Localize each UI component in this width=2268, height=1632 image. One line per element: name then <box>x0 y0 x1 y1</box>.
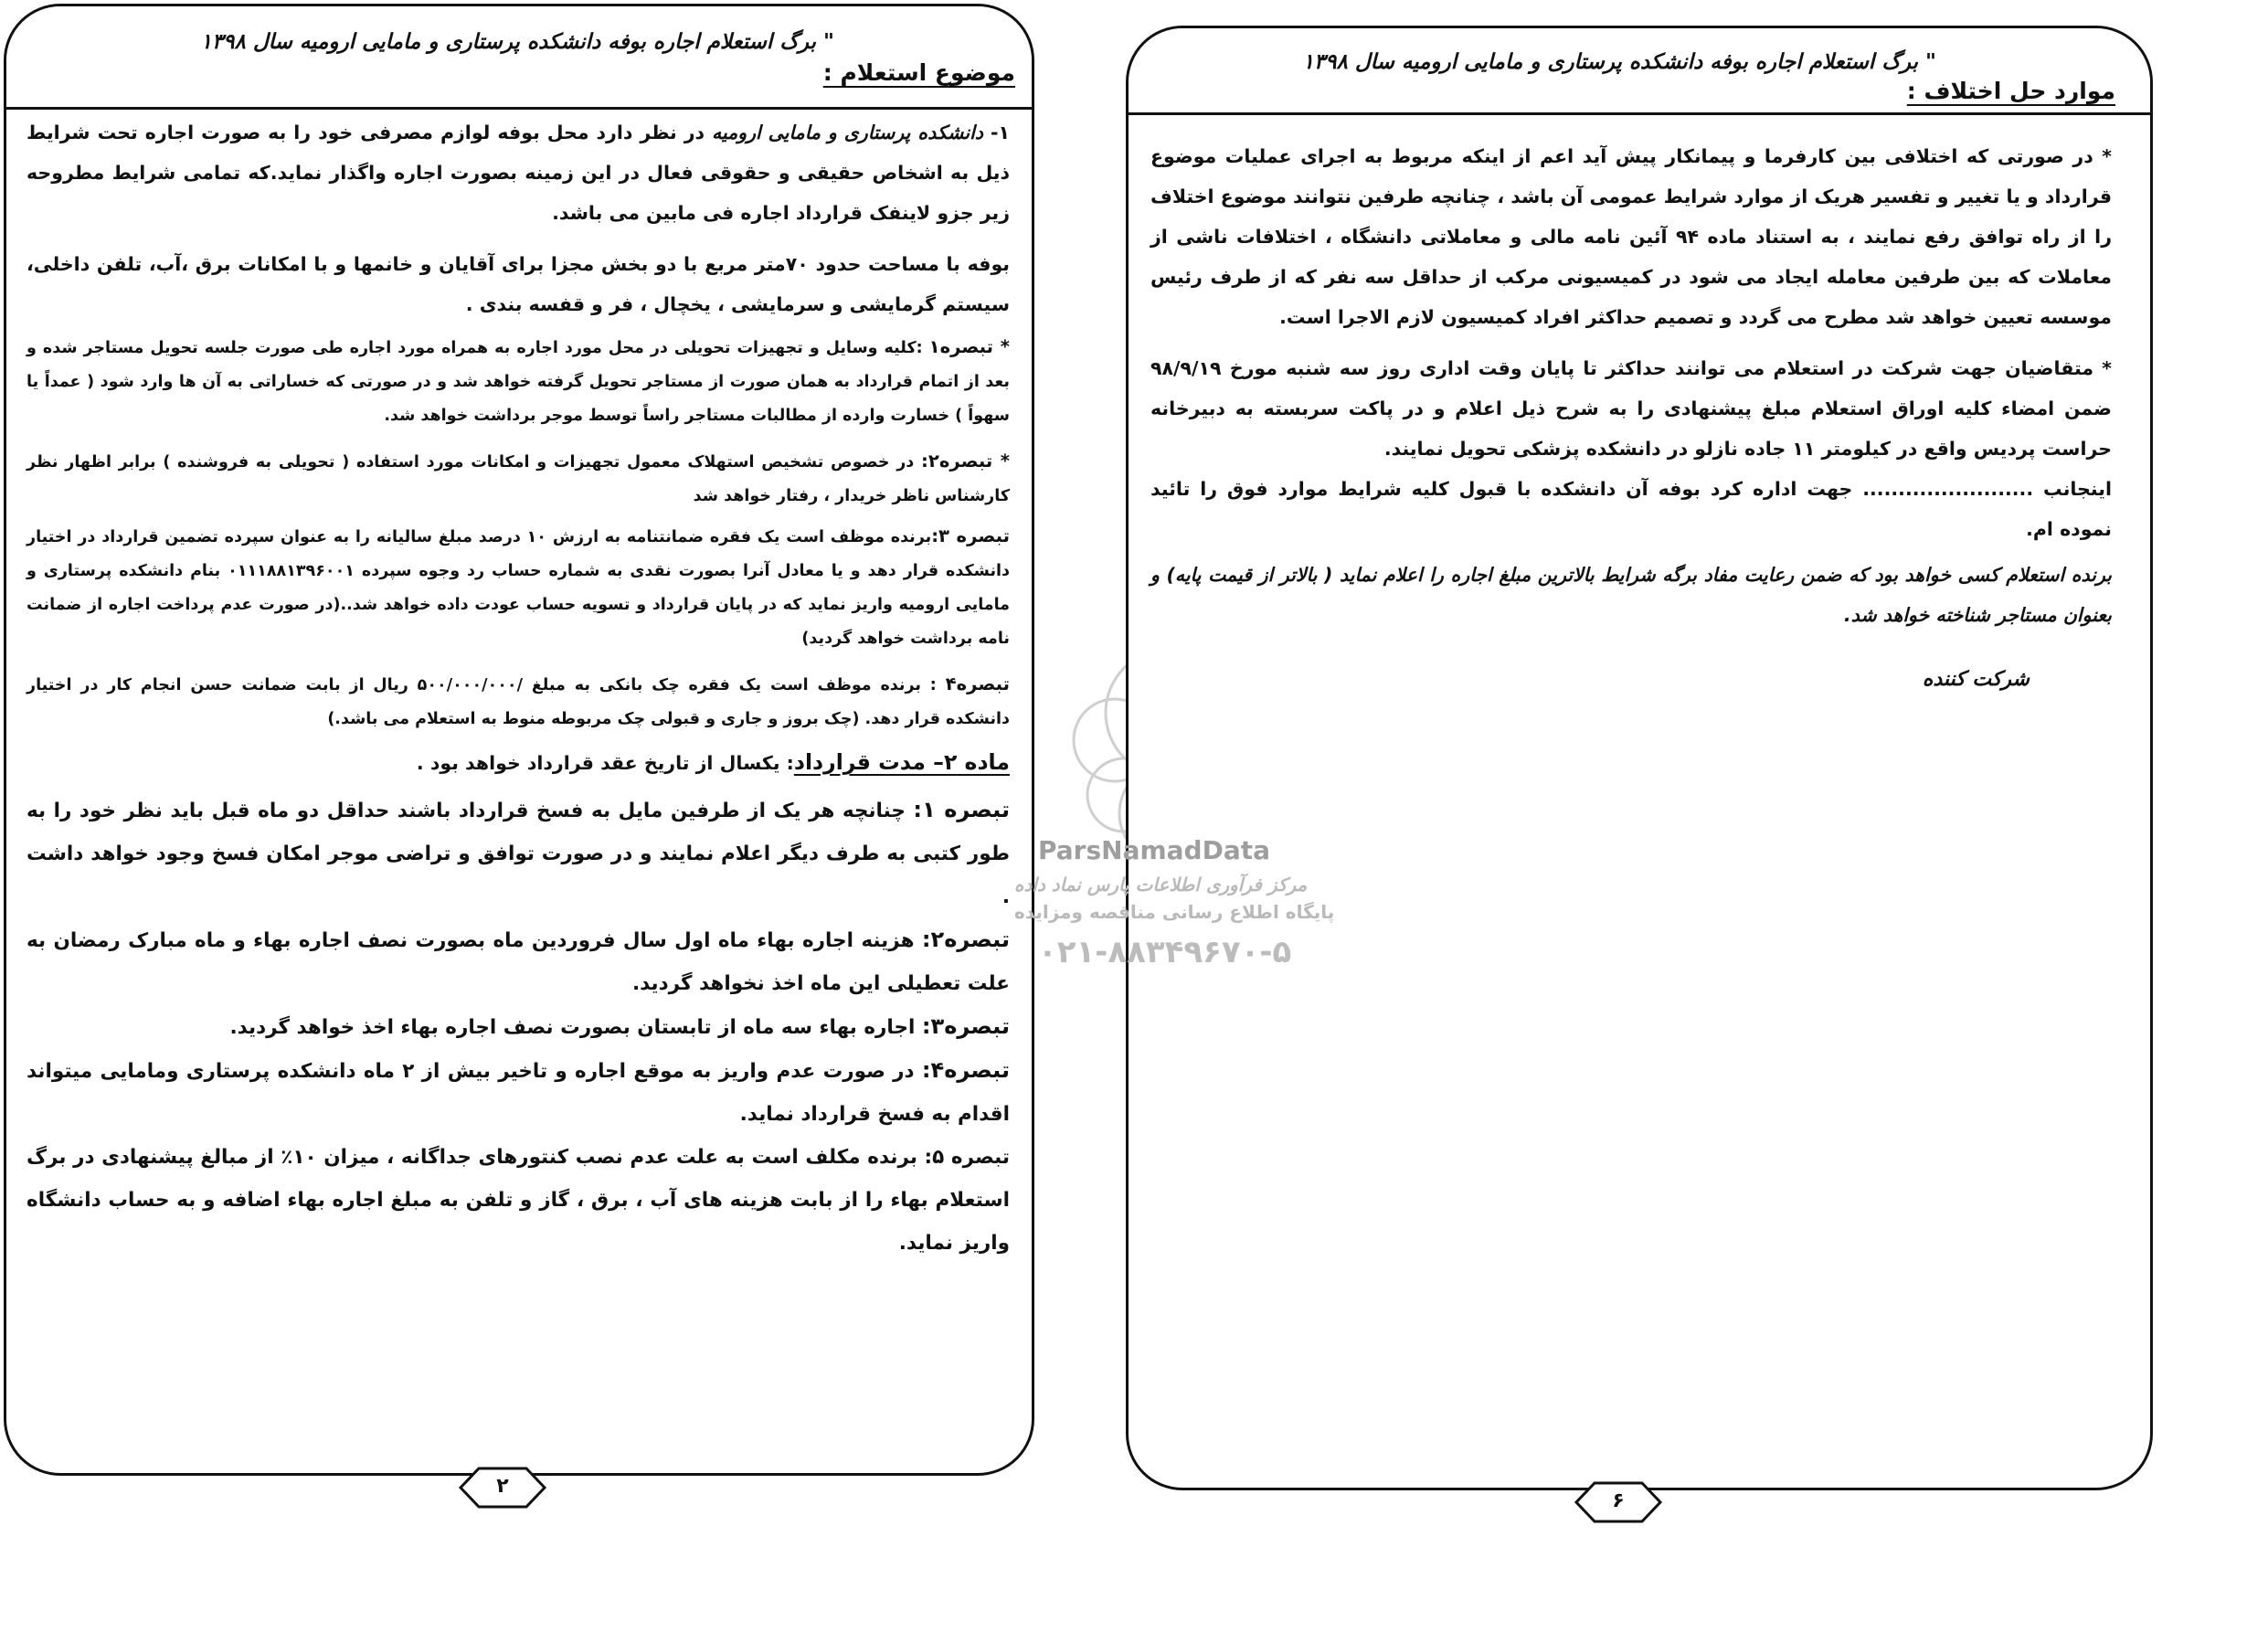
winner-rule: برنده استعلام کسی خواهد بود که ضمن رعایت مفاد برگه شرایط بالاترین مبلغ اجاره را اعلام نماید ( بالاتر از قیمت پایه) و بعنوان مستاجر شناخته خواهد شد. <box>1150 564 2112 626</box>
page-number: ۲ <box>496 1475 509 1498</box>
section-heading: موضوع استعلام : <box>822 59 1015 86</box>
article-2 <box>26 742 1010 783</box>
note-label: تبصره ۳: <box>931 525 1010 546</box>
form-title: " برگ استعلام اجاره بوفه دانشکده پرستاری و مامایی ارومیه سال ۱۳۹۸ <box>200 30 834 54</box>
page-number: ۶ <box>1612 1489 1625 1512</box>
note-text: در خصوص تشخیص استهلاک معمول تجهیزات و امکانات مورد استفاده ( تحویلی به فروشنده ) برابر اظهار نظر کارشناس ناظر خریدار ، رفتار خواهد شد <box>26 453 1010 505</box>
watermark-brand: ParsNamadData <box>1038 835 1270 865</box>
watermark-line: مرکز فرآوری اطلاعات پارس نماد داده <box>1014 874 1308 895</box>
page-number-badge <box>459 1466 546 1510</box>
article-note-1 <box>26 789 1010 918</box>
participant-signature-label: شرکت کننده <box>1922 668 2030 691</box>
note-label: تبصره ۱: <box>913 797 1010 822</box>
note-label: تبصره۴ <box>945 673 1010 694</box>
buffet-description: بوفه با مساحت حدود ۷۰متر مربع با دو بخش مجزا برای آقایان و خانمها و با امکانات برق ،آب، تلفن داخلی، سیستم گرمایشی و سرمایشی ، یخچال ، فر و قفسه بندی . <box>26 253 1010 315</box>
document-page-6 <box>1126 26 2153 1490</box>
note-text: در صورت عدم واریز به موقع اجاره و تاخیر بیش از ۲ ماه دانشکده پرستاری ومامایی میتواند اقدام به فسخ قرارداد نماید. <box>26 1060 1010 1126</box>
note-text: :کلیه وسایل و تجهیزات تحویلی در محل مورد اجاره به همراه مورد اجاره طی صورت جلسه تحویل مستاجر شده و بعد از اتمام قرارداد به همان صورت از مستاجر تحویل گرفته خواهد شد و در صورتی که خساراتی به آن ها وارد شود ( عمداً یا سهواً ) خسارت وارده از مطالبات مستاجر راساً توسط موجر برداشت خواهد شد. <box>26 339 1010 425</box>
clause-1 <box>26 112 1010 233</box>
page-header <box>1129 28 2150 115</box>
note-text: چنانچه هر یک از طرفین مایل به فسخ قرارداد باشند حداقل دو ماه قبل باید نظر خود را به طور کتبی به طرف دیگر اعلام نمایند و در صورت توافق و تراضی موجر امکان فسخ وجود خواهد داشت . <box>26 800 1010 908</box>
article-note-2 <box>26 918 1010 1005</box>
submission-clause: * متقاضیان جهت شرکت در استعلام می توانند حداکثر تا پایان وقت اداری روز سه شنبه مورخ ۹۸/۹/۱۹ ضمن امضاء کلیه اوراق استعلام مبلغ پیشنهادی را به شرح ذیل اعلام و در پاکت سربسته به دبیرخانه حراست پردیس واقع در کیلومتر ۱۱ جاده نازلو در دانشکده پزشکی تحویل نمایند. <box>1150 357 2112 460</box>
article-note-4 <box>26 1049 1010 1136</box>
note-2 <box>26 444 1010 514</box>
form-title: " برگ استعلام اجاره بوفه دانشکده پرستاری و مامایی ارومیه سال ۱۳۹۸ <box>1302 50 1936 74</box>
note-text: : برنده موظف است یک فقره چک بانکی به مبلغ /۵۰۰/۰۰۰/۰۰۰ ریال از بابت ضمانت حسن انجام کار در اختیار دانشکده قرار دهد. (چک بروز و جاری و قبولی چک مربوطه منوط به استعلام می باشد.) <box>26 676 1010 728</box>
note-3 <box>26 519 1010 656</box>
page-number-badge <box>1574 1480 1662 1524</box>
page-header <box>6 6 1032 110</box>
watermark-line: پایگاه اطلاع رسانی مناقصه ومزایده <box>1014 901 1335 923</box>
note-label: * تبصره۱ <box>928 336 1010 357</box>
note-4 <box>26 667 1010 737</box>
article-label: ماده ۲– مدت قرارداد <box>793 749 1010 775</box>
note-1 <box>26 330 1010 433</box>
clause-text: در نظر دارد محل بوفه لوازم مصرفی خود را به صورت اجاره تحت شرایط ذیل به اشخاص حقیقی و حقوقی فعال در این زمینه بصورت اجاره واگذار نماید.که تمامی شرایط مطروحه زیر جزو لاینفک قرارداد اجاره فی مابین می باشد. <box>26 122 1010 224</box>
note-label: تبصره۳: <box>921 1013 1010 1039</box>
section-heading: موارد حل اختلاف : <box>1906 78 2115 104</box>
article-note-3 <box>26 1005 1010 1049</box>
note-text: برنده موظف است یک فقره ضمانتنامه به ارزش ۱۰ درصد مبلغ سالیانه را به عنوان سپرده تضمین قرارداد در اختیار دانشکده قرار دهد و یا معادل آنرا بصورت نقدی به شماره حساب رد وجوه سپرده ۰۱۱۱۸۸۱۳۹۶۰۰۱ بنام دانشکده پرستاری و مامایی ارومیه واریز نماید که در پایان قرارداد و تسویه حساب عودت داده خواهد شد..(در صورت عدم پرداخت اجاره از ضمانت نامه برداشت خواهد گردید) <box>26 528 1010 648</box>
page-body <box>26 112 1010 1265</box>
dispute-clause: * در صورتی که اختلافی بین کارفرما و پیمانکار پیش آید اعم از اینکه مربوط به اجرای عملیات موضوع قرارداد و یا تغییر و تفسیر هریک از موارد شرایط عمومی آن باشد ، چنانچه طرفین نتوانند موضوع اختلاف را از راه توافق رفع نمایند ، به استناد ماده ۹۴ آئین نامه مالی و معاملاتی دانشگاه ، اختلافات ناشی از معاملات که بین طرفین معامله ایجاد می شود در کمیسیونی مرکب از حداقل سه نفر که از طرف رئیس موسسه تعیین خواهد شد مطرح می گردد و تصمیم حداکثر افراد کمیسیون لازم الاجرا است. <box>1150 145 2112 328</box>
page-body <box>1150 136 2112 691</box>
note-text: هزینه اجاره بهاء ماه اول سال فروردین ماه بصورت نصف اجاره بهاء و ماه مبارک رمضان به علت تعطیلی این ماه اخذ نخواهد گردید. <box>26 929 1010 995</box>
acceptance-statement: اینجانب ........................ جهت اداره کرد بوفه آن دانشکده با قبول کلیه شرایط موارد فوق را تائید نموده ام. <box>1150 478 2112 540</box>
note-label: تبصره۴: <box>921 1057 1010 1083</box>
note-text: اجاره بهاء سه ماه از تابستان بصورت نصف اجاره بهاء اخذ خواهد گردید. <box>229 1016 922 1039</box>
watermark-phone: ۰۲۱-۸۸۳۴۹۶۷۰-۵ <box>1038 934 1292 970</box>
document-page-2 <box>4 4 1034 1476</box>
organization-name: دانشکده پرستاری و مامایی ارومیه <box>712 122 983 143</box>
article-text: : یکسال از تاریخ عقد قرارداد خواهد بود . <box>416 752 794 774</box>
note-label: * تبصره۲: <box>921 450 1010 472</box>
note-label: تبصره۲: <box>921 927 1010 952</box>
article-note-5: تبصره ۵: برنده مکلف است به علت عدم نصب کنتورهای جداگانه ، میزان ۱۰٪ از مبالغ پیشنهادی در برگ استعلام بهاء را از بابت هزینه های آب ، برق ، گاز و تلفن به مبلغ اجاره بهاء اضافه و به حساب دانشگاه واریز نماید. <box>26 1146 1010 1255</box>
clause-number: ۱- <box>982 122 1010 143</box>
